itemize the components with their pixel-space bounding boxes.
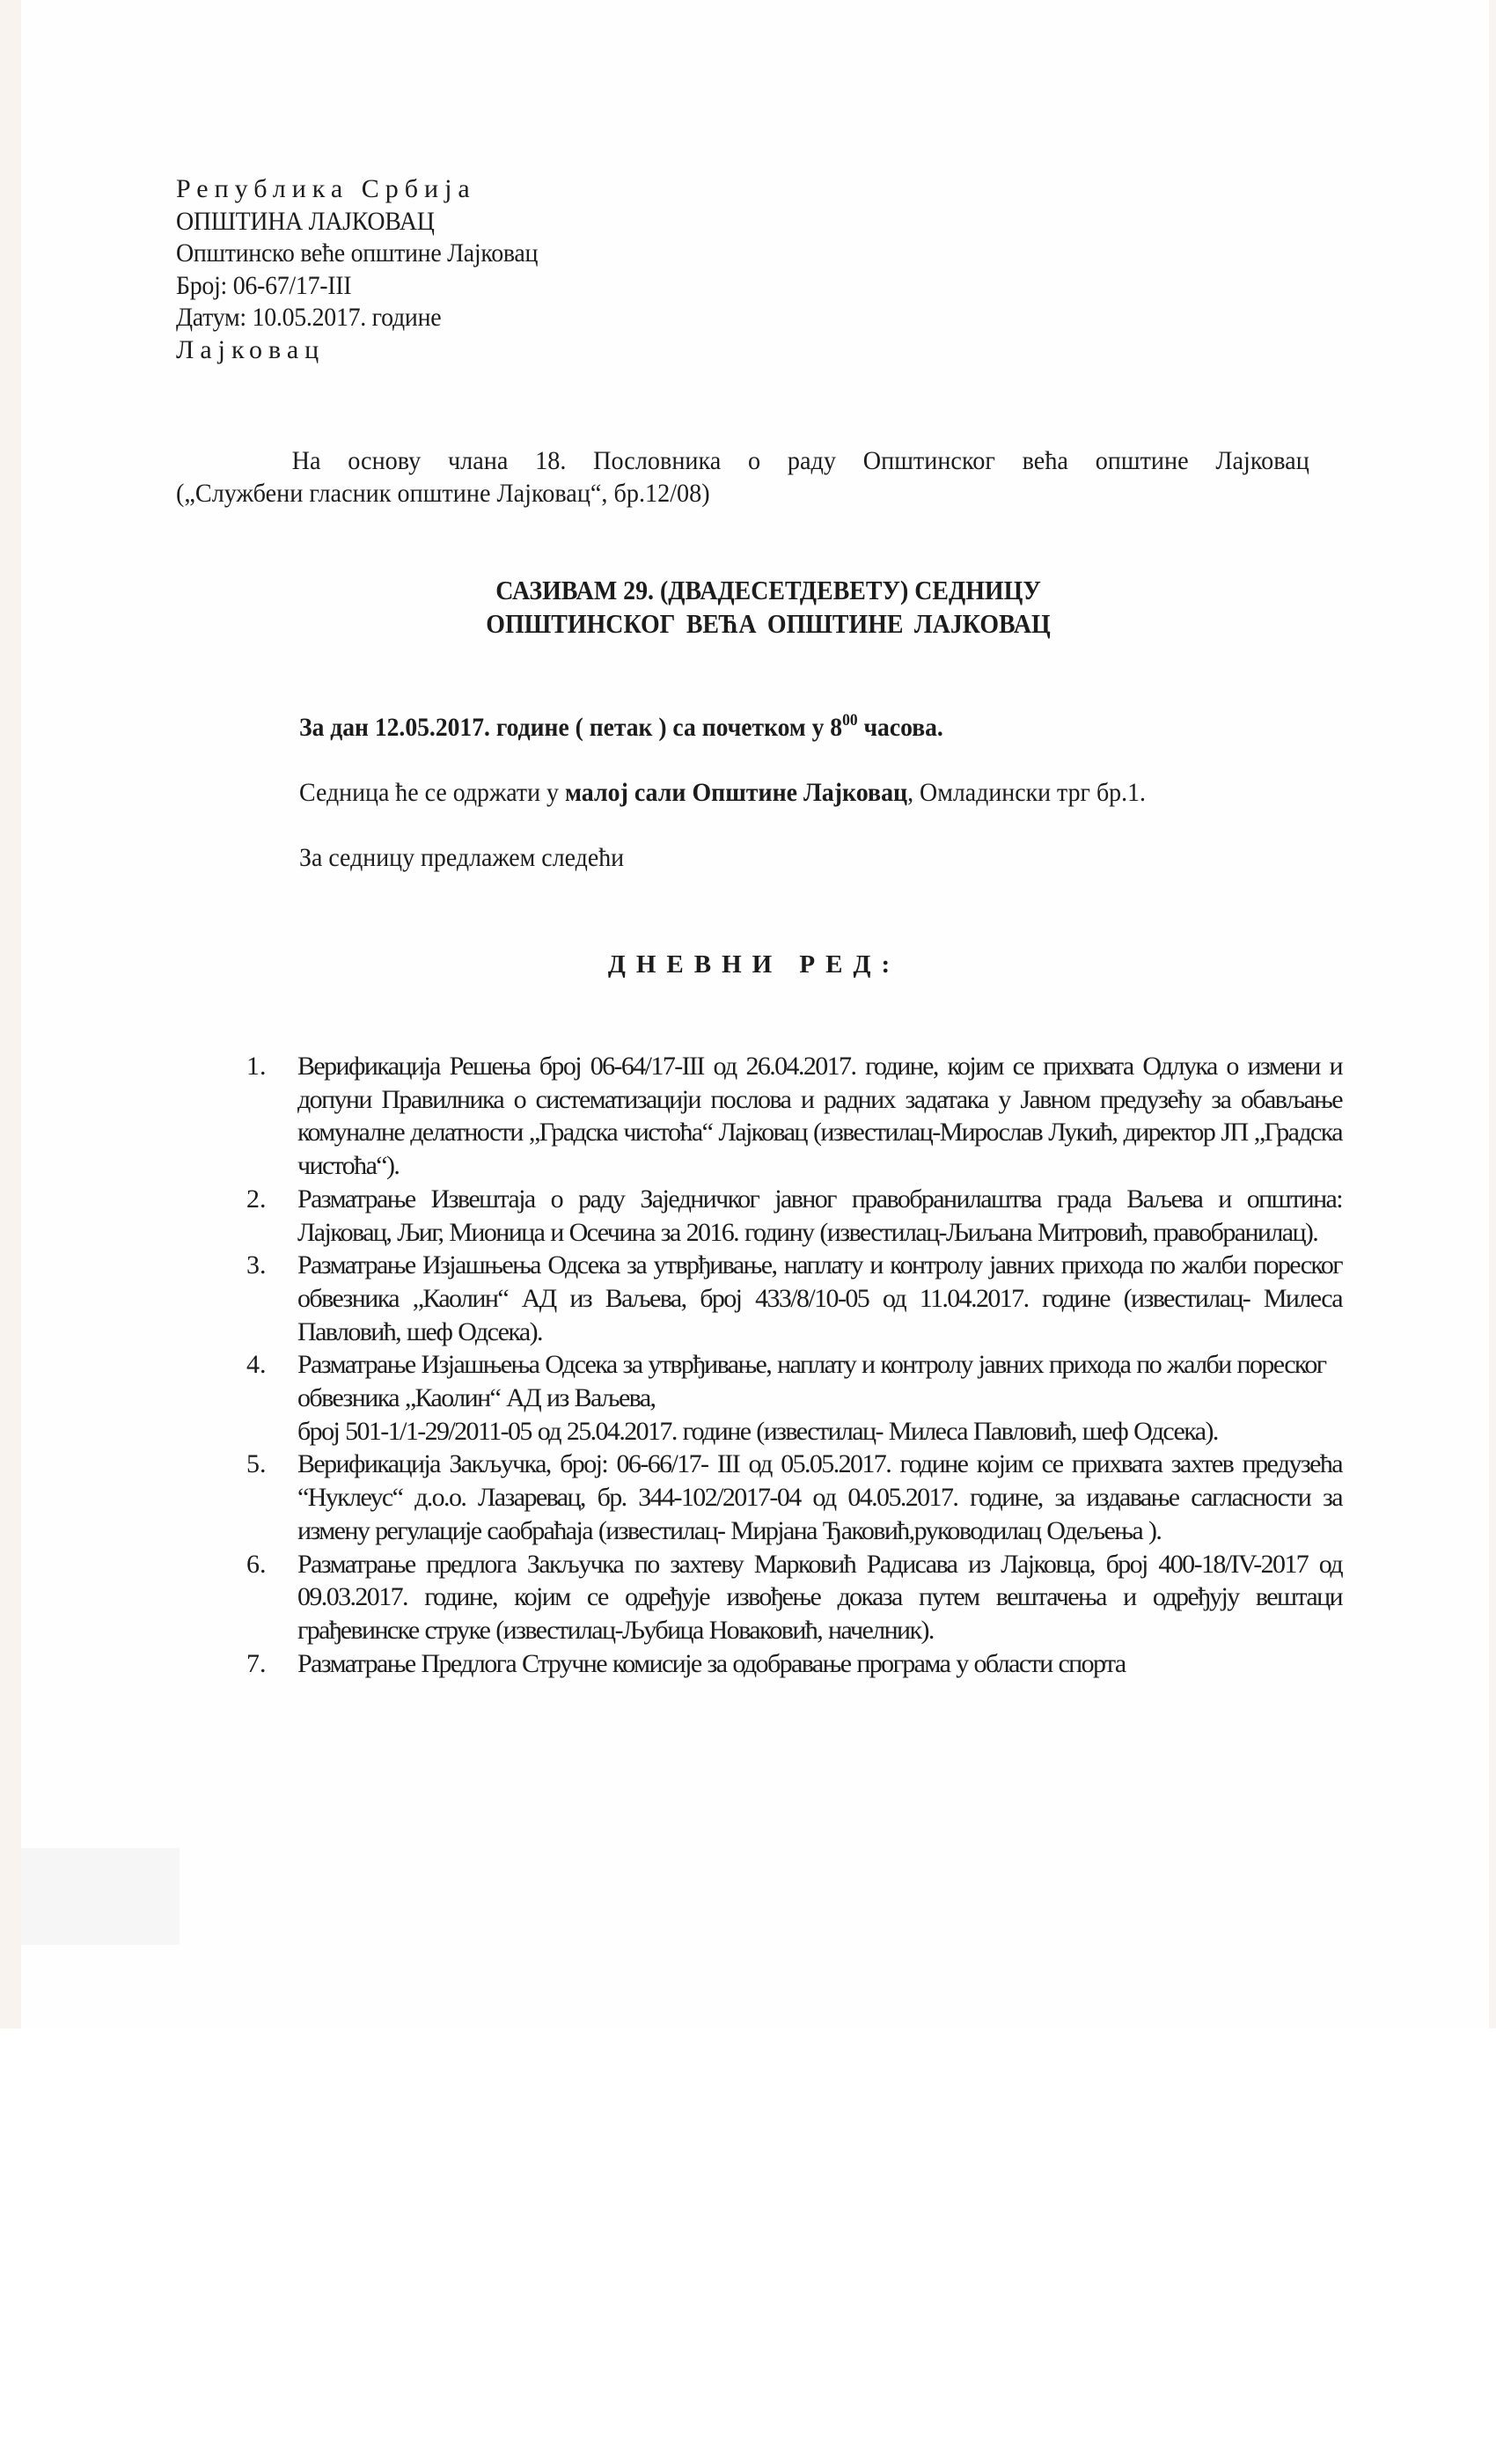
agenda-item-text: Верификација Закључка, број: 06-66/17- III од 05.05.2017. године којим се прихвата захтев предузећа “Нуклеус“ д.о.о. Лазаревац, бр. 344-102/2017-04 од 04.05.2017. године, за издавање сагласности за измену регулације саобраћаја (известилац- Мирјана Ђаковић,руководилац Одељења ).	[297, 1449, 1342, 1545]
session-date-text: За дан 12.05.2017. године ( петак ) са почетком у 8	[299, 713, 843, 742]
agenda-item-number: 7.	[246, 1648, 267, 1678]
agenda-item-text: Верификација Решења број 06-64/17-III од 26.04.2017. године, којим се прихвата Одлука о измени и допуни Правилника о систематизацији послова и радних задатака у Јавном предузећу за обављање комуналне делатности „Градска чистоћа“ Лајковац (известилац-Мирослав Лукић, директор ЈП „Градска чистоћа“).	[297, 1052, 1342, 1181]
legal-basis-line-2: („Службени гласник општине Лајковац“, бр.12/08)	[176, 479, 710, 508]
header-country: Република Србија	[176, 174, 476, 203]
session-time-suffix: часова.	[857, 713, 943, 742]
agenda-item	[246, 1647, 1342, 1681]
agenda-item-text-line-1: Разматрање Изјашњења Одсека за утврђивање, наплату и контролу јавних прихода по жалби пореског обвезника „Каолин“ АД из Ваљева,	[297, 1350, 1326, 1413]
session-date-time	[299, 713, 943, 743]
agenda-item-text: Разматрање Извештаја о раду Заједничког јавног правобранилаштва града Ваљева и општина: Лајковац, Љиг, Мионица и Осечина за 2016. годину (известилац-Љиљана Митровић, правобранилац).	[297, 1184, 1342, 1247]
convening-title-line-1: САЗИВАМ 29. (ДВАДЕСЕТДЕВЕТУ) СЕДНИЦУ	[495, 575, 1041, 605]
location-prefix: Седница ће се одржати у	[299, 778, 565, 807]
convening-title-line-2: ОПШТИНСКОГ ВЕЋА ОПШТИНЕ ЛАЈКОВАЦ	[486, 608, 1051, 639]
agenda-item	[246, 1348, 1342, 1448]
header-date: Датум: 10.05.2017. године	[176, 303, 442, 332]
agenda-item-text	[297, 1348, 1342, 1448]
agenda-item-text: Разматрање Предлога Стручне комисије за одобравање програма у области спорта	[297, 1648, 1126, 1678]
agenda-list	[246, 1050, 1342, 1680]
agenda-item-number: 2.	[246, 1184, 267, 1214]
agenda-item	[246, 1548, 1342, 1647]
agenda-item-number: 1.	[246, 1052, 267, 1081]
agenda-intro: За седницу предлажем следећи	[299, 843, 625, 872]
agenda-item	[246, 1448, 1342, 1547]
scan-shade	[21, 1848, 180, 1945]
agenda-item	[246, 1249, 1342, 1348]
agenda-title: ДНЕВНИ РЕД:	[607, 950, 901, 979]
agenda-item-text: Разматрање Изјашњења Одсека за утврђивање, наплату и контролу јавних прихода по жалби пореског обвезника „Каолин“ АД из Ваљева, број 433/8/10-05 од 11.04.2017. године (известилац- Милеса Павловић, шеф Одсека).	[297, 1250, 1342, 1346]
agenda-item-text-line-2: број 501-1/1-29/2011-05 од 25.04.2017. године (известилац- Милеса Павловић, шеф Одсека).	[297, 1416, 1218, 1446]
agenda-item-number: 5.	[246, 1449, 267, 1479]
agenda-item	[246, 1050, 1342, 1183]
legal-basis-paragraph	[176, 444, 1322, 510]
agenda-item	[246, 1183, 1342, 1249]
session-location	[299, 778, 1146, 808]
scan-left-edge	[0, 0, 21, 2028]
agenda-item-number: 6.	[246, 1549, 267, 1579]
header-city: Лајковац	[176, 334, 326, 364]
header-municipality: ОПШТИНА ЛАЈКОВАЦ	[176, 206, 435, 236]
legal-basis-line-1: На основу члана 18. Пословника о раду Општинског већа општине Лајковац	[291, 446, 1309, 475]
agenda-item-number: 4.	[246, 1350, 267, 1380]
agenda-item-number: 3.	[246, 1250, 267, 1280]
location-hall: малој сали Општине Лајковац	[564, 778, 908, 807]
letterhead	[176, 173, 565, 366]
location-address: , Омладински трг бр.1.	[907, 778, 1147, 807]
header-number: Број: 06-67/17-III	[176, 270, 352, 300]
session-time-minutes: 00	[842, 711, 858, 730]
convening-title	[0, 574, 1496, 641]
scan-right-edge	[1489, 0, 1496, 2028]
header-council: Општинско веће општине Лајковац	[176, 238, 539, 268]
agenda-item-text: Разматрање предлога Закључка по захтеву Марковић Радисава из Лајковца, број 400-18/IV-2017 од 09.03.2017. године, којим се одређује извођење доказа путем вештачења и одређују вештаци грађевинске струке (известилац-Љубица Новаковић, начелник).	[297, 1549, 1342, 1645]
